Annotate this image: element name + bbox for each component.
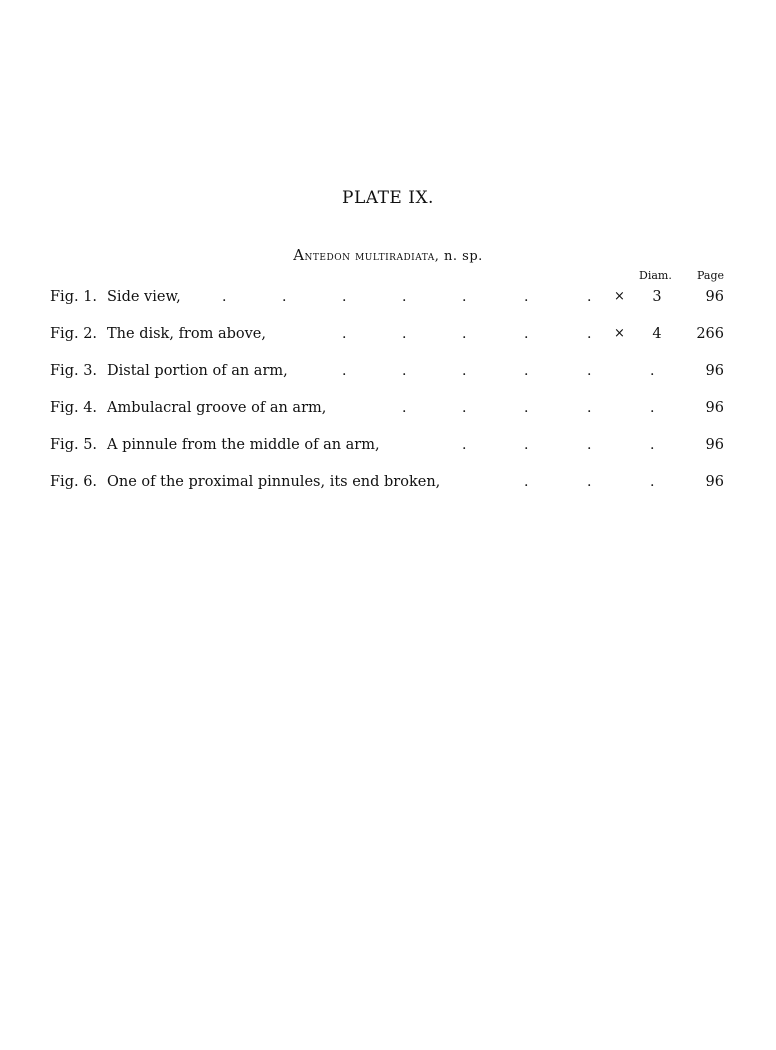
species-name: ntedon multiradiata,: [304, 249, 440, 264]
figure-page: 96: [705, 437, 724, 453]
figure-description: The disk, from above,: [107, 326, 266, 342]
figure-diam: 3: [652, 289, 662, 305]
figure-row-3: [50, 363, 726, 385]
figure-label: Fig. 1.: [50, 289, 98, 305]
leader-dot: .: [342, 326, 347, 342]
leader-dot: .: [650, 437, 655, 453]
figure-page: 96: [705, 363, 724, 379]
species-suffix: n. sp.: [444, 249, 483, 264]
page-column-header: Page: [697, 269, 725, 282]
figure-diam: 4: [652, 326, 662, 342]
leader-dot: .: [402, 400, 407, 416]
figure-description: Side view,: [107, 289, 181, 305]
figure-page: 96: [705, 400, 724, 416]
figure-label: Fig. 4.: [50, 400, 98, 416]
figure-label: Fig. 3.: [50, 363, 98, 379]
figure-row-2: [50, 326, 726, 348]
leader-dot: .: [650, 363, 655, 379]
species-heading: [0, 246, 776, 264]
leader-dot: .: [462, 363, 467, 379]
figure-label: Fig. 5.: [50, 437, 98, 453]
times-sign: ×: [614, 289, 625, 304]
diam-column-header: Diam.: [639, 269, 672, 282]
leader-dot: .: [587, 363, 592, 379]
leader-dot: .: [524, 400, 529, 416]
leader-dot: .: [462, 326, 467, 342]
species-initial: A: [293, 246, 305, 264]
figure-label: Fig. 2.: [50, 326, 98, 342]
leader-dot: .: [587, 474, 592, 490]
leader-dot: .: [462, 289, 467, 305]
figure-description: One of the proximal pinnules, its end broken,: [107, 474, 441, 490]
leader-dot: .: [342, 289, 347, 305]
leader-dot: .: [402, 326, 407, 342]
figure-row-1: [50, 289, 726, 311]
leader-dot: .: [222, 289, 227, 305]
leader-dot: .: [587, 400, 592, 416]
leader-dot: .: [650, 400, 655, 416]
figure-description: Ambulacral groove of an arm,: [107, 400, 327, 416]
figure-label: Fig. 6.: [50, 474, 98, 490]
figure-page: 96: [705, 474, 724, 490]
figure-row-5: [50, 437, 726, 459]
leader-dot: .: [462, 400, 467, 416]
leader-dot: .: [282, 289, 287, 305]
leader-dot: .: [524, 437, 529, 453]
figure-page: 266: [696, 326, 724, 342]
figure-page: 96: [705, 289, 724, 305]
leader-dot: .: [524, 474, 529, 490]
figure-row-4: [50, 400, 726, 422]
leader-dot: .: [587, 326, 592, 342]
leader-dot: .: [587, 289, 592, 305]
leader-dot: .: [587, 437, 592, 453]
leader-dot: .: [402, 289, 407, 305]
figure-row-6: [50, 474, 726, 496]
times-sign: ×: [614, 326, 625, 341]
figure-description: A pinnule from the middle of an arm,: [107, 437, 380, 453]
leader-dot: .: [524, 326, 529, 342]
leader-dot: .: [342, 363, 347, 379]
plate-title: PLATE IX.: [342, 188, 434, 208]
leader-dot: .: [524, 363, 529, 379]
leader-dot: .: [402, 363, 407, 379]
figure-description: Distal portion of an arm,: [107, 363, 288, 379]
leader-dot: .: [524, 289, 529, 305]
leader-dot: .: [650, 474, 655, 490]
leader-dot: .: [462, 437, 467, 453]
